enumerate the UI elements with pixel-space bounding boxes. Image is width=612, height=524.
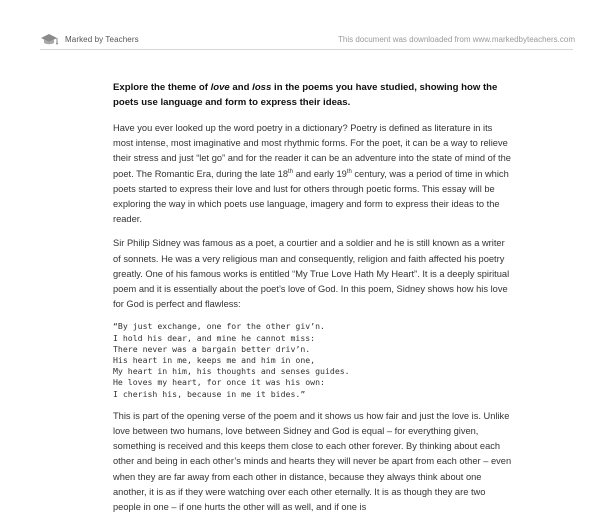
- quote-line: He loves my heart, for once it was his own:: [113, 377, 325, 388]
- quote-line: I cherish his, because in me it bides.”: [113, 388, 306, 399]
- title-part-1: Explore the theme of: [113, 82, 211, 93]
- intro-text-a: Have you ever looked up the word poetry in a dictionary? Poetry is defined as literature in its most intense, most imaginative and most rhythmic forms. For the poet, it can be a way to relieve their stress and just “let go” and for the reader it can be an adventure into the state of mind of the poet. The Romantic Era, during the late 18: [113, 123, 511, 179]
- intro-text-c: century, was a period of time in which poets started to express their love and lust for others through poetic forms. This essay will be exploring the way in which poets use language, imagery and form to express their ideas to the reader.: [113, 168, 509, 225]
- essay-title: [113, 80, 515, 110]
- quote-line: I hold his dear, and mine he cannot miss:: [113, 332, 316, 343]
- title-love: love: [210, 82, 230, 93]
- logo-text: Marked by Teachers: [65, 34, 139, 44]
- quote-line: His heart in me, keeps me and him in one,: [113, 355, 316, 366]
- quote-line: My heart in him, his thoughts and senses guides.: [113, 366, 350, 377]
- poem-quote: [113, 321, 515, 399]
- ordinal-suffix-19th: th: [346, 168, 352, 175]
- marked-by-teachers-logo[interactable]: [40, 32, 139, 46]
- quote-line: There never was a bargain better driv’n.: [113, 343, 311, 354]
- download-notice: This document was downloaded from www.markedbyteachers.com: [338, 35, 575, 44]
- ordinal-suffix-18th: th: [288, 168, 294, 175]
- intro-text-b: and early 19: [293, 168, 347, 179]
- paragraph-intro: [113, 121, 515, 227]
- header-divider: [40, 49, 573, 50]
- essay-body: [113, 80, 515, 524]
- title-part-3: in the poems you have studied, showing how the poets use language and form to express their ideas.: [113, 82, 498, 108]
- title-part-2: and: [229, 82, 253, 93]
- quote-line: “By just exchange, one for the other giv’n.: [113, 321, 325, 332]
- title-loss: loss: [252, 82, 272, 93]
- paragraph-sidney: Sir Philip Sidney was famous as a poet, a courtier and a soldier and he is still known as a writer of sonnets. He was a very religious man and consequently, religion and faith affected his poetry greatly. One of his famous works is entitled “My True Love Hath My Heart”. It is a deeply spiritual poem and it is essentially about the poet’s love of God. In this poem, Sidney shows how his love for God is perfect and flawless:: [113, 238, 510, 310]
- paragraph-analysis: This is part of the opening verse of the poem and it shows us how fair and just the love is. Unlike love between two humans, love between Sidney and God is equal – for everything given, something is received and this keeps them close to each other forever. By thinking about each other and being in each other’s minds and hearts they will never be apart from each other – even when they are far away from each other in distance, because they always think about one another, it is as if they were watching over each other eternally. It is as though they are two people in one – if one hurts the other will as well, and if one is: [113, 410, 512, 513]
- page-header: [0, 0, 612, 60]
- graduation-cap-icon: [40, 32, 62, 46]
